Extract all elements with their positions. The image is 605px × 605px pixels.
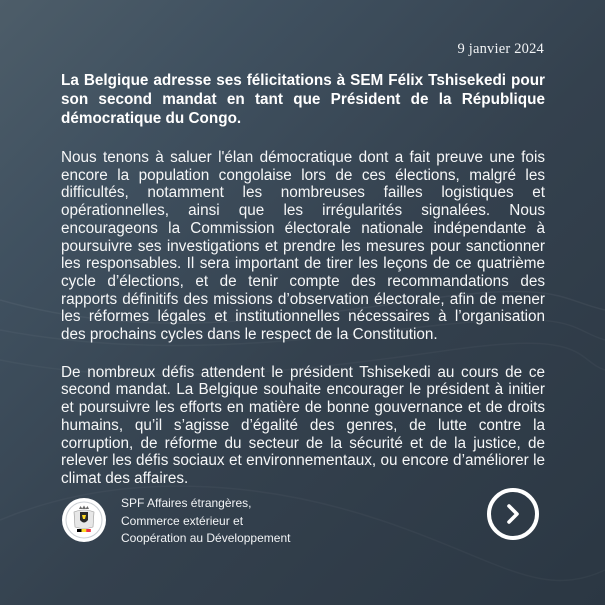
sender-line-3: Coopération au Développement [121,531,291,545]
chevron-right-icon [503,503,523,525]
statement-headline: La Belgique adresse ses félicitations à SEM Félix Tshisekedi pour son second mandat en tant que Président de la République démocratique du Congo. [61,72,545,127]
belgian-coat-of-arms-seal-icon [62,498,106,542]
statement-paragraph-1: Nous tenons à saluer l'élan démocratique dont a fait preuve une fois encore la population congolaise lors de ces élections, malgré les difficultés, notamment les nombreuses failles logistiques et opérationnelles, ainsi que les irrégularités signalées. Nous encourageons la Commission électorale nationale indépendante à poursuivre ses investigations et prendre les mesures pour sanctionner les responsables. Il sera important de tirer les leçons de ce quatrième cycle d’élections, et de tenir compte des recommandations des rapports définitifs des missions d’observation électorale, afin de mener les réformes légales et institutionnelles nécessaires à l’organisation des prochains cycles dans le respect de la Constitution. [61,149,545,344]
sender-signature [121,495,321,548]
press-statement [61,71,545,488]
sender-line-1: SPF Affaires étrangères, [121,496,252,510]
publication-date: 9 janvier 2024 [457,41,544,57]
next-slide-button[interactable] [487,488,539,540]
sender-line-2: Commerce extérieur et [121,513,244,528]
statement-paragraph-2: De nombreux défis attendent le président Tshisekedi au cours de ce second mandat. La Belgique souhaite encourager le président à initier et poursuivre les efforts en matière de bonne gouvernance et de droits humains, qu’il s’agisse d’égalité des genres, de lutte contre la corruption, de réforme du secteur de la sécurité et de la justice, de relever les défis sociaux et environnementaux, ou encore d’améliorer le climat des affaires. [61,363,545,487]
